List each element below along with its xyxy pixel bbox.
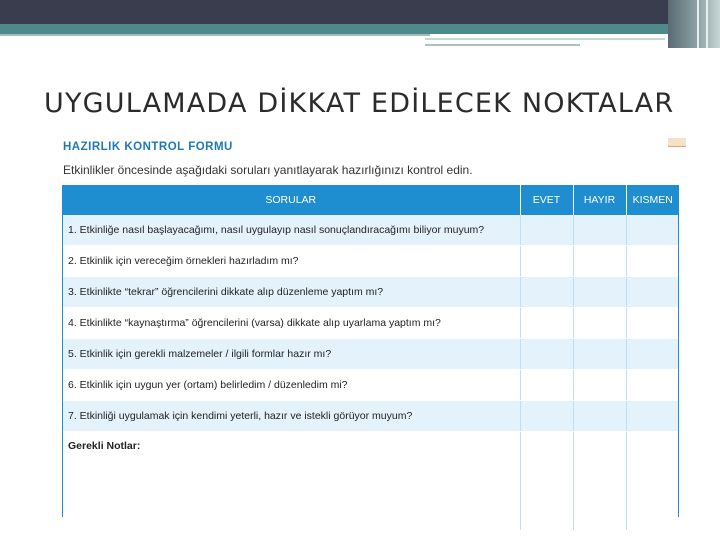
table-row [62,370,679,401]
notes-row [62,432,679,531]
table-row [62,401,679,432]
yes-cell[interactable] [520,246,573,277]
partly-cell[interactable] [626,339,679,370]
form-title: HAZIRLIK KONTROL FORMU [63,141,233,153]
notes-cell [626,432,679,531]
decor-line [425,44,580,46]
corner-decor-line [706,0,708,48]
question-text: 4. Etkinlikte “kaynaştırma” öğrencilerini (varsa) dikkate alıp uyarlama yaptım mı? [62,308,520,339]
corner-decor-line [697,0,699,48]
partly-cell[interactable] [626,370,679,401]
table-row [62,215,679,246]
no-cell[interactable] [573,308,626,339]
question-text: 3. Etkinlikte “tekrar” öğrencilerini dikkate alıp düzenleme yaptım mı? [62,277,520,308]
teal-decor-bar [0,24,720,34]
notes-cell [573,432,626,531]
table-row [62,339,679,370]
notes-label: Gerekli Notlar: [62,432,520,531]
question-text: 1. Etkinliğe nasıl başlayacağımı, nasıl uygulayıp nasıl sonuçlandıracağımı biliyor muyum? [62,215,520,246]
decor-line [0,34,430,36]
slide-title: UYGULAMADA DİKKAT EDİLECEK NOKTALAR [44,88,675,119]
table-row [62,246,679,277]
no-cell[interactable] [573,277,626,308]
table-row [62,308,679,339]
no-cell[interactable] [573,370,626,401]
table-row [62,277,679,308]
yes-cell[interactable] [520,401,573,432]
no-cell[interactable] [573,215,626,246]
yes-cell[interactable] [520,215,573,246]
header-partly: KISMEN [626,185,679,215]
yes-cell[interactable] [520,308,573,339]
notes-cell [520,432,573,531]
no-cell[interactable] [573,401,626,432]
no-cell[interactable] [573,339,626,370]
yes-cell[interactable] [520,339,573,370]
top-decor-bar [0,0,720,24]
question-text: 5. Etkinlik için gerekli malzemeler / ilgili formlar hazır mı? [62,339,520,370]
no-cell[interactable] [573,246,626,277]
header-questions: SORULAR [62,185,520,215]
header-no: HAYIR [573,185,626,215]
partly-cell[interactable] [626,215,679,246]
corner-decor [668,0,720,48]
question-text: 7. Etkinliği uygulamak için kendimi yeterli, hazır ve istekli görüyor muyum? [62,401,520,432]
question-text: 6. Etkinlik için uygun yer (ortam) belirledim / düzenledim mi? [62,370,520,401]
partly-cell[interactable] [626,401,679,432]
header-yes: EVET [520,185,573,215]
question-text: 2. Etkinlik için vereceğim örnekleri hazırladım mı? [62,246,520,277]
yes-cell[interactable] [520,277,573,308]
partly-cell[interactable] [626,246,679,277]
yes-cell[interactable] [520,370,573,401]
partly-cell[interactable] [626,308,679,339]
partly-cell[interactable] [626,277,679,308]
table-header-row [62,185,679,215]
decor-line [425,38,665,40]
form-instruction: Etkinlikler öncesinde aşağıdaki soruları yanıtlayarak hazırlığınızı kontrol edin. [63,163,473,177]
page-tab-mark [668,138,686,147]
checklist-table [62,185,679,530]
